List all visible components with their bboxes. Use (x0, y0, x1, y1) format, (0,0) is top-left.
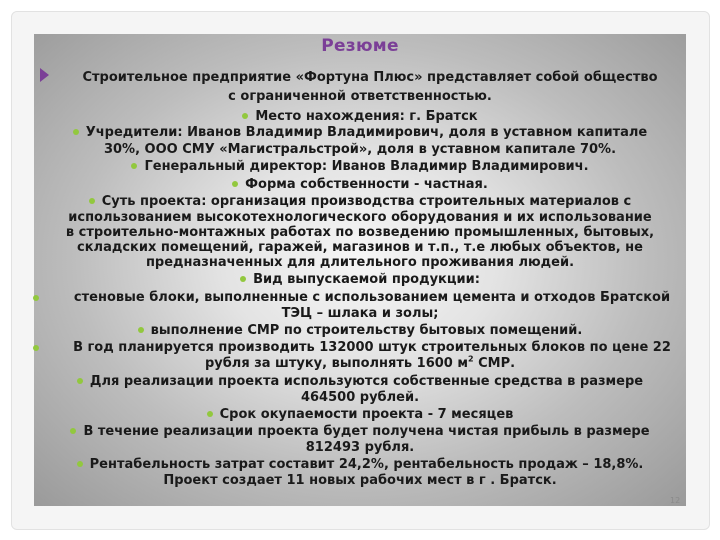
bullet-item (0, 125, 720, 140)
text-line: использованием высокотехнологического оборудования и их использование (68, 210, 652, 225)
text-line: стеновые блоки, выполненные с использованием цемента и отходов Братской (73, 290, 671, 305)
text-line: складских помещений, гаражей, магазинов и т.п., т.е любых объектов, не (77, 240, 643, 255)
bullet-item (0, 194, 720, 209)
bullet-item (0, 424, 720, 439)
bullet-icon (240, 276, 246, 282)
superscript: 2 (467, 354, 474, 364)
text-line (0, 356, 720, 371)
bullet-text: Место нахождения: г. Братск (255, 109, 478, 124)
bullet-text: Вид выпускаемой продукции: (253, 272, 480, 287)
bullet-icon (73, 129, 79, 135)
bullet-item (0, 323, 720, 338)
bullet-item (0, 407, 720, 422)
text-line: Проект создает 11 новых рабочих мест в г . Братск. (163, 473, 557, 488)
bullet-text: В течение реализации проекта будет получена чистая прибыль в размере (83, 424, 650, 439)
slide-title: Резюме (321, 36, 399, 56)
text-line: Строительное предприятие «Фортуна Плюс» представляет собой общество (82, 70, 658, 85)
bullet-icon (131, 163, 137, 169)
text-line: 464500 рублей. (300, 390, 420, 405)
bullet-icon (138, 327, 144, 333)
bullet-item (0, 272, 720, 287)
bullet-icon (89, 198, 95, 204)
bullet-text: Форма собственности - частная. (245, 177, 488, 192)
text-line: с ограниченной ответственностью. (228, 89, 492, 104)
text-line: в строительно-монтажных работах по возведению промышленных, бытовых, (65, 225, 655, 240)
bullet-text: Срок окупаемости проекта - 7 месяцев (219, 407, 514, 422)
bullet-text: Учредители: Иванов Владимир Владимирович, доля в уставном капитале (85, 125, 648, 140)
bullet-item (0, 159, 720, 174)
bullet-text: Для реализации проекта используются собственные средства в размере (89, 374, 644, 389)
bullet-icon (77, 461, 83, 467)
bullet-icon (77, 378, 83, 384)
bullet-text: Генеральный директор: Иванов Владимир Владимирович. (144, 159, 589, 174)
bullet-text: Суть проекта: организация производства строительных материалов с (101, 194, 632, 209)
text-line: предназначенных для длительного проживания людей. (145, 255, 575, 270)
page-number: 12 (670, 496, 681, 505)
text-line: 30%, ООО СМУ «Магистральстрой», доля в уставном капитале 70%. (103, 142, 617, 157)
bullet-item (0, 374, 720, 389)
bullet-icon (232, 181, 238, 187)
bullet-icon (242, 113, 248, 119)
bullet-text: выполнение СМР по строительству бытовых помещений. (150, 323, 583, 338)
bullet-text: Рентабельность затрат составит 24,2%, рентабельность продаж – 18,8%. (89, 457, 644, 472)
bullet-icon (207, 411, 213, 417)
bullet-item (0, 109, 720, 124)
bullet-icon (70, 428, 76, 434)
text-line: В год планируется производить 132000 штук строительных блоков по цене 22 (73, 340, 671, 355)
text-segment: СМР. (473, 356, 516, 371)
text-line: ТЭЦ – шлака и золы; (281, 306, 439, 321)
text-segment: рубля за штуку, выполнять 1600 м (204, 356, 468, 371)
bullet-item (0, 177, 720, 192)
text-line: 812493 рубля. (305, 440, 415, 455)
bullet-item (0, 457, 720, 472)
